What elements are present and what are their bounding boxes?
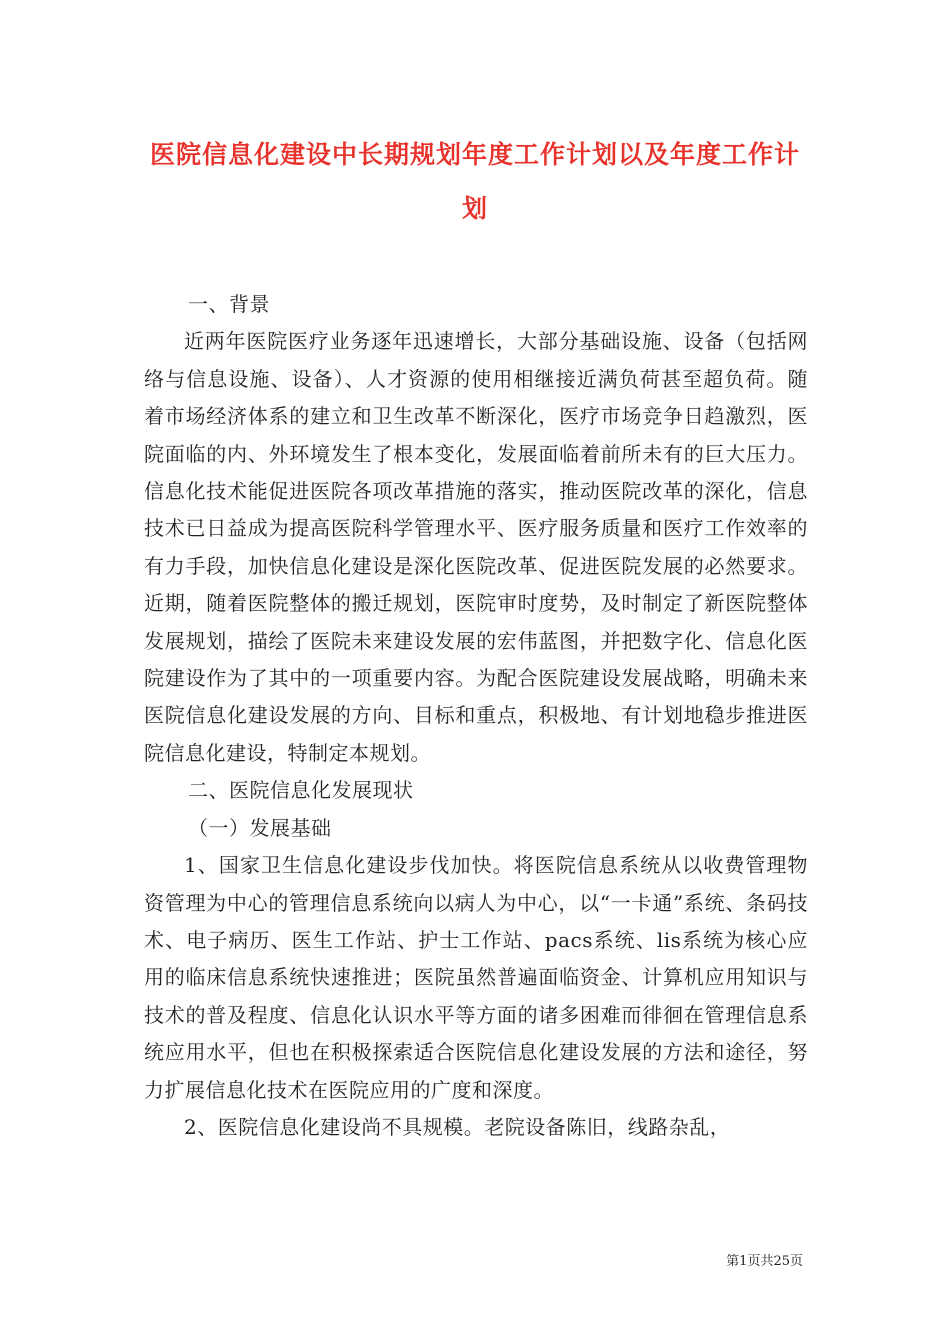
paragraph: 2、医院信息化建设尚不具规模。老院设备陈旧，线路杂乱， [184, 1114, 731, 1139]
document-body [144, 286, 808, 1146]
subsection-heading: （一）发展基础 [188, 815, 332, 840]
page-number: 第1页共25页 [726, 1254, 803, 1269]
section-heading: 二、医院信息化发展现状 [188, 778, 414, 803]
page-title: 医院信息化建设中长期规划年度工作计划以及年度工作计划 [149, 140, 800, 223]
paragraph: 1、国家卫生信息化建设步伐加快。将医院信息系统从以收费管理物资管理为中心的管理信息系统向以病人为中心，以“一卡通”系统、条码技术、电子病历、医生工作站、护士工作站、pacs系统、lis系统为核心应用的临床信息系统快速推进；医院虽然普遍面临资金、计算机应用知识与技术的普及程度、信息化认识水平等方面的诸多困难而徘徊在管理信息系统应用水平，但也在积极探索适合医院信息化建设发展的方法和途径，努力扩展信息化技术在医院应用的广度和深度。 [144, 853, 808, 1102]
paragraph: 近两年医院医疗业务逐年迅速增长，大部分基础设施、设备（包括网络与信息设施、设备）、人才资源的使用相继接近满负荷甚至超负荷。随着市场经济体系的建立和卫生改革不断深化，医疗市场竞争日趋激烈，医院面临的内、外环境发生了根本变化，发展面临着前所未有的巨大压力。信息化技术能促进医院各项改革措施的落实，推动医院改革的深化，信息技术已日益成为提高医院科学管理水平、医疗服务质量和医疗工作效率的有力手段，加快信息化建设是深化医院改革、促进医院发展的必然要求。近期，随着医院整体的搬迁规划，医院审时度势，及时制定了新医院整体发展规划，描绘了医院未来建设发展的宏伟蓝图，并把数字化、信息化医院建设作为了其中的一项重要内容。为配合医院建设发展战略，明确未来医院信息化建设发展的方向、目标和重点，积极地、有计划地稳步推进医院信息化建设，特制定本规划。 [144, 329, 808, 765]
section-heading: 一、背景 [188, 292, 270, 316]
